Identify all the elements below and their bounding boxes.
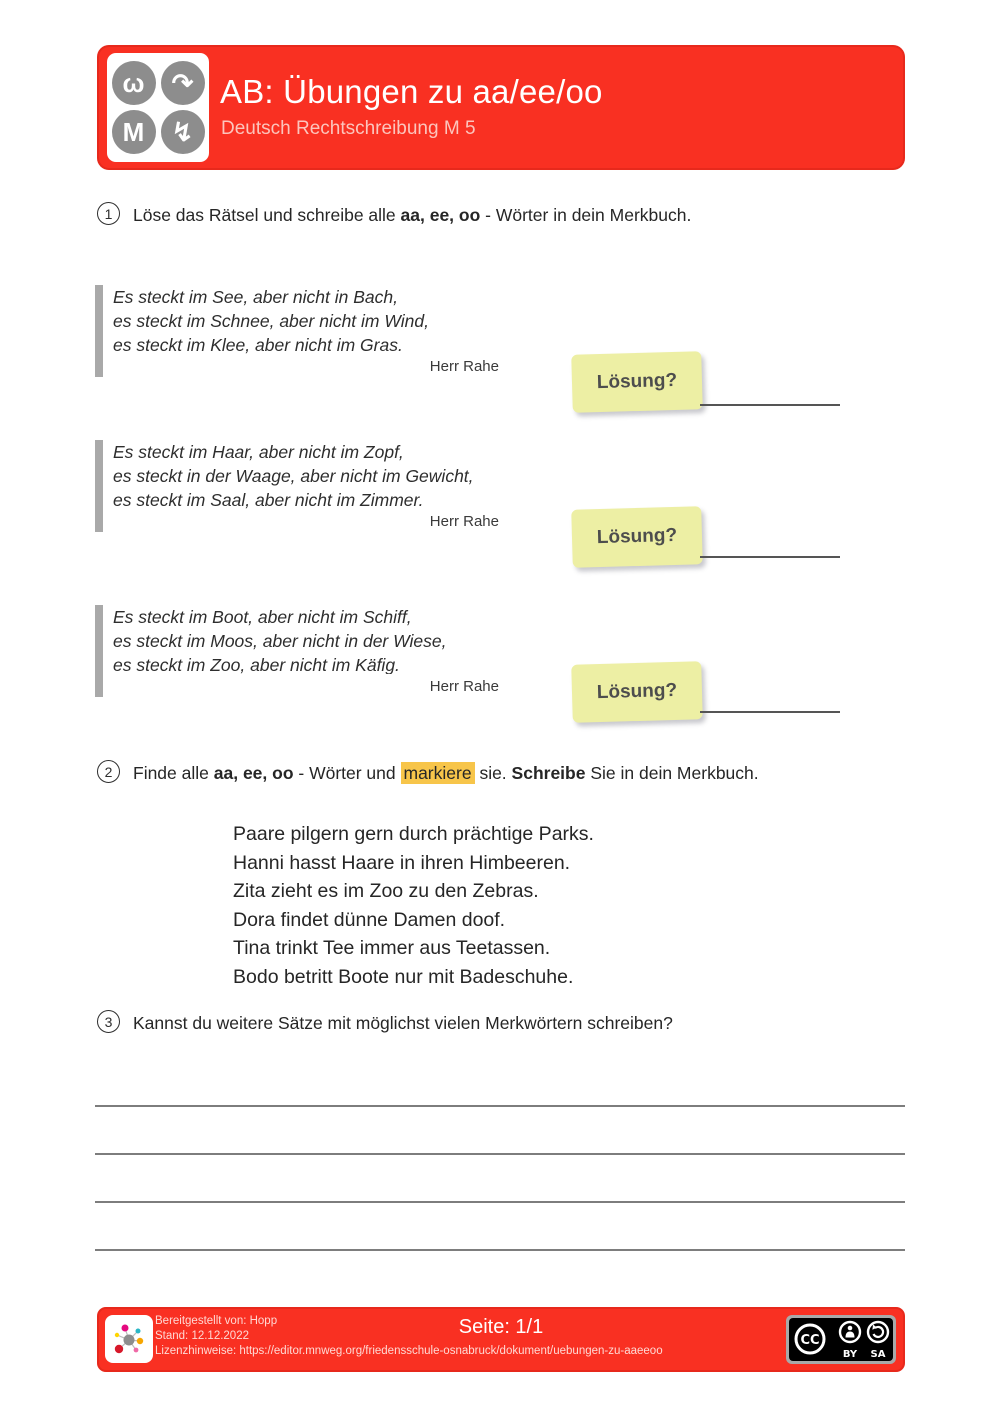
task-2-row — [97, 760, 887, 785]
cc-by-sa-icon — [789, 1318, 893, 1361]
task-3-number-badge — [97, 1010, 120, 1033]
logo-omega-icon — [112, 61, 156, 105]
riddle-3-line-2: es steckt im Moos, aber nicht in der Wiese, — [113, 631, 447, 651]
quote-bar-3 — [95, 605, 103, 697]
riddle-3-line-1: Es steckt im Boot, aber nicht im Schiff, — [113, 607, 412, 627]
writing-line-1[interactable] — [95, 1105, 905, 1107]
riddle-1-line-2: es steckt im Schnee, aber nicht im Wind, — [113, 311, 429, 331]
riddle-1-attribution: Herr Rahe — [429, 358, 499, 375]
mnweg-logo — [107, 53, 209, 162]
svg-text:CC: CC — [800, 1333, 820, 1348]
riddle-3-body — [113, 605, 505, 697]
logo-lightning-glyph: ↯ — [171, 117, 194, 147]
riddle-1-lines — [113, 285, 505, 354]
task-2-mid2: sie. — [474, 763, 512, 783]
task-3-number: 3 — [104, 1013, 113, 1030]
writing-line-4[interactable] — [95, 1249, 905, 1251]
riddle-2-line-2: es steckt in der Waage, aber nicht im Gewicht, — [113, 466, 474, 486]
riddle-1-line-3: es steckt im Klee, aber nicht im Gras. — [113, 335, 403, 354]
page-subtitle: Deutsch Rechtschreibung M 5 — [221, 118, 476, 139]
logo-arrow-icon — [161, 61, 205, 105]
solution-answer-line-1[interactable] — [700, 404, 840, 406]
sentence-1: Paare pilgern gern durch prächtige Parks. — [233, 823, 594, 845]
solution-note-3-label: Lösung? — [596, 679, 678, 704]
solution-note-2 — [571, 506, 703, 568]
task-1-post: - Wörter in dein Merkbuch. — [480, 205, 692, 225]
solution-answer-line-2[interactable] — [700, 556, 840, 558]
task-1-pre: Löse das Rätsel und schreibe alle — [133, 205, 401, 225]
task-1-number: 1 — [104, 205, 113, 222]
task-1-text — [133, 202, 691, 227]
footer-date: Stand: 12.12.2022 — [155, 1330, 249, 1342]
footer-provided-by: Bereitgestellt von: Hopp — [155, 1315, 278, 1327]
riddle-1-line-1: Es steckt im See, aber nicht in Bach, — [113, 287, 398, 307]
task-1-bold: aa, ee, oo — [400, 205, 481, 225]
logo-m-glyph: M — [122, 117, 145, 147]
writing-line-2[interactable] — [95, 1153, 905, 1155]
task-3-text: Kannst du weitere Sätze mit möglichst vielen Merkwörtern schreiben? — [133, 1013, 673, 1033]
riddle-2-line-3: es steckt im Saal, aber nicht im Zimmer. — [113, 490, 424, 509]
task-2-mid: - Wörter und — [293, 763, 401, 783]
cc-badge-inner — [789, 1318, 893, 1361]
task-2-post: Sie in dein Merkbuch. — [585, 763, 759, 783]
page-title: AB: Übungen zu aa/ee/oo — [220, 73, 603, 110]
header-banner — [97, 45, 905, 170]
solution-note-1 — [571, 351, 703, 413]
riddle-2-attribution: Herr Rahe — [429, 513, 499, 530]
solution-note-1-label: Lösung? — [596, 369, 678, 394]
task-3-row — [97, 1010, 887, 1035]
solution-answer-line-3[interactable] — [700, 711, 840, 713]
riddle-3-lines — [113, 605, 505, 674]
sentence-list — [233, 820, 594, 991]
riddle-3-attribution: Herr Rahe — [429, 678, 499, 695]
sentence-2: Hanni hasst Haare in ihren Himbeeren. — [233, 851, 571, 874]
sentence-6: Bodo betritt Boote nur mit Badeschuhe. — [233, 965, 574, 988]
task-2-number: 2 — [104, 763, 113, 780]
riddle-2 — [95, 440, 505, 532]
cc-by-sa-badge — [786, 1315, 896, 1364]
cc-sa-label: SA — [870, 1349, 886, 1360]
logo-lightning-icon — [161, 110, 205, 154]
sentence-3: Zita zieht es im Zoo zu den Zebras. — [233, 880, 539, 902]
writing-line-3[interactable] — [95, 1201, 905, 1203]
task-2-bold: aa, ee, oo — [213, 763, 294, 783]
riddle-1-body — [113, 285, 505, 377]
logo-omega-glyph: ω — [122, 68, 145, 98]
logo-arrow-glyph: ↷ — [171, 68, 194, 98]
riddle-2-lines — [113, 440, 505, 509]
sentence-4: Dora findet dünne Damen doof. — [233, 908, 506, 931]
task-2-highlighted-word: markiere — [401, 762, 475, 784]
footer-license-url: Lizenzhinweise: https://editor.mnweg.org/friedensschule-osnabruck/dokument/uebungen-zu-aaeeoo — [155, 1345, 663, 1357]
task-2-text — [133, 760, 759, 785]
riddle-1 — [95, 285, 505, 377]
quote-bar-1 — [95, 285, 103, 377]
logo-m-icon — [112, 110, 156, 154]
task-2-pre: Finde alle — [133, 763, 214, 783]
sentence-5: Tina trinkt Tee immer aus Teetassen. — [233, 937, 551, 959]
solution-note-2-label: Lösung? — [596, 524, 678, 549]
cc-by-label: BY — [842, 1349, 858, 1360]
task-1-number-badge — [97, 202, 120, 225]
task-2-number-badge — [97, 760, 120, 783]
quote-bar-2 — [95, 440, 103, 532]
riddle-3 — [95, 605, 505, 697]
task-1-row — [97, 202, 887, 227]
riddle-2-line-1: Es steckt im Haar, aber nicht im Zopf, — [113, 442, 404, 462]
task-2-bold2: Schreibe — [511, 763, 586, 783]
page-indicator: Seite: 1/1 — [458, 1316, 544, 1338]
footer-banner — [97, 1307, 905, 1372]
riddle-3-line-3: es steckt im Zoo, aber nicht im Käfig. — [113, 655, 400, 674]
solution-note-3 — [571, 661, 703, 723]
riddle-2-body — [113, 440, 505, 532]
